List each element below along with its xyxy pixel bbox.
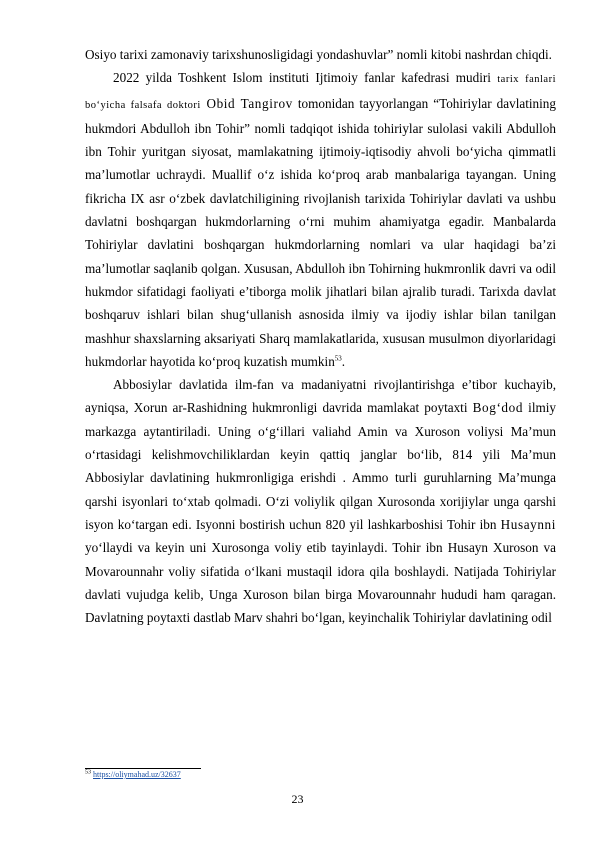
paragraph-3-intro: Abbosiylar davlatida ilm-fan va madaniyatni rivojlantirishga e’tibor kuchayib, ayniqsa, Xorun ar-Rashidning hukmronligi davrida mamlakat poytaxti [85,377,556,416]
author-name: Obid Tangirov [200,95,293,111]
paragraph-2-end: . [341,353,346,369]
paragraph-1-text: Osiyo tarixi zamonaviy tarixshunosligidagi yondashuvlar” nomli kitobi nashrdan chiqdi. [85,47,552,62]
paragraph-3 [85,373,556,629]
page-body [85,43,556,629]
paragraph-3-end: yo‘llaydi va keyin uni Xurosonga voliy etib tayinlaydi. Tohir ibn Husayn Xuroson va Movarounnahr voliy sifatida o‘lkani mustaqil idora qila boshlaydi. Natijada Tohiriylar davlati vujudga kelib, Unga Xuroson bilan birga Movarounnahr hududi ham qaragan. Davlatning poytaxti dastlab Marv shahri bo‘lgan, keyinchalik Tohiriylar davlatining odil [85,540,556,626]
person-name: Husaynni [500,516,556,532]
page-number: 23 [291,792,304,806]
footnote-number: 53 [85,769,91,776]
paragraph-3-middle: ilmiy markazga aytantiriladi. Uning o‘g‘illari valiahd Amin va Xuroson voliysi Ma’mun o‘rtasidagi kelishmovchiliklardan keyin qattiq janglar bo‘lib, 814 yili Ma’mun Abbosiylar davlatining hukmronligiga erishdi . Ammo turli guruhlarning Ma’munga qarshi isyonlari to‘xtab qolmadi. O‘zi voliylik qilgan Xurosonda xorijiylar unga qarshi isyon ko‘targan edi. Isyonni bostirish uchun 820 yil lashkarboshisi Tohir ibn [85,400,556,532]
footnote-reference[interactable]: 53 [334,354,342,363]
academic-degree: tarix fanlari bo‘yicha falsafa doktori [85,74,556,111]
footnote-divider [85,768,201,769]
paragraph-2 [85,66,556,373]
city-name: Bog‘dod [472,400,524,416]
paragraph-2-body: tomonidan tayyorlangan “Tohiriylar davlatining hukmdori Abdulloh ibn Tohir” nomli tadqiqot ishida tohiriylar sulolasi vakili Abdulloh ibn Tohir yuritgan siyosat, mamlakatning ijtimoiy-iqtisodiy ahvoli bo‘yicha qimmatli ma’lumotlar uchraydi. Muallif o‘z ishida ko‘proq arab manbalariga tayangan. Uning fikricha IX asr o‘zbek davlatchiligining rivojlanish tarixida Tohiriylar davlati va ushbu davlatni boshqargan hukmdorlarning o‘rni muhim ahamiyatga egadir. Manbalarda Tohiriylar davlatini boshqargan hukmdorlarning nomlari va ular haqidagi ba’zi ma’lumotlar saqlanib qolgan. Xususan, Abdulloh ibn Tohirning hukmronlik davri va odil hukmdor sifatidagi faoliyati e’tiborga molik jihatlari bilan ajralib turadi. Tarixda davlat boshqaruv ishlari bilan shug‘ullanish asnosida ilmiy va ijodiy ishlar bilan tanilgan mashhur shaxslarning aksariyati Sharq mamlakatlarida, xususan musulmon diyorlaridagi hukmdorlar hayotida ko‘proq kuzatish mumkin [85,95,556,369]
footnote-link[interactable]: https://oliymahad.uz/32637 [93,770,181,779]
footnote [85,770,181,780]
paragraph-1 [85,43,556,66]
paragraph-2-intro: 2022 yilda Toshkent Islom instituti Ijtimoiy fanlar kafedrasi mudiri [113,70,498,86]
